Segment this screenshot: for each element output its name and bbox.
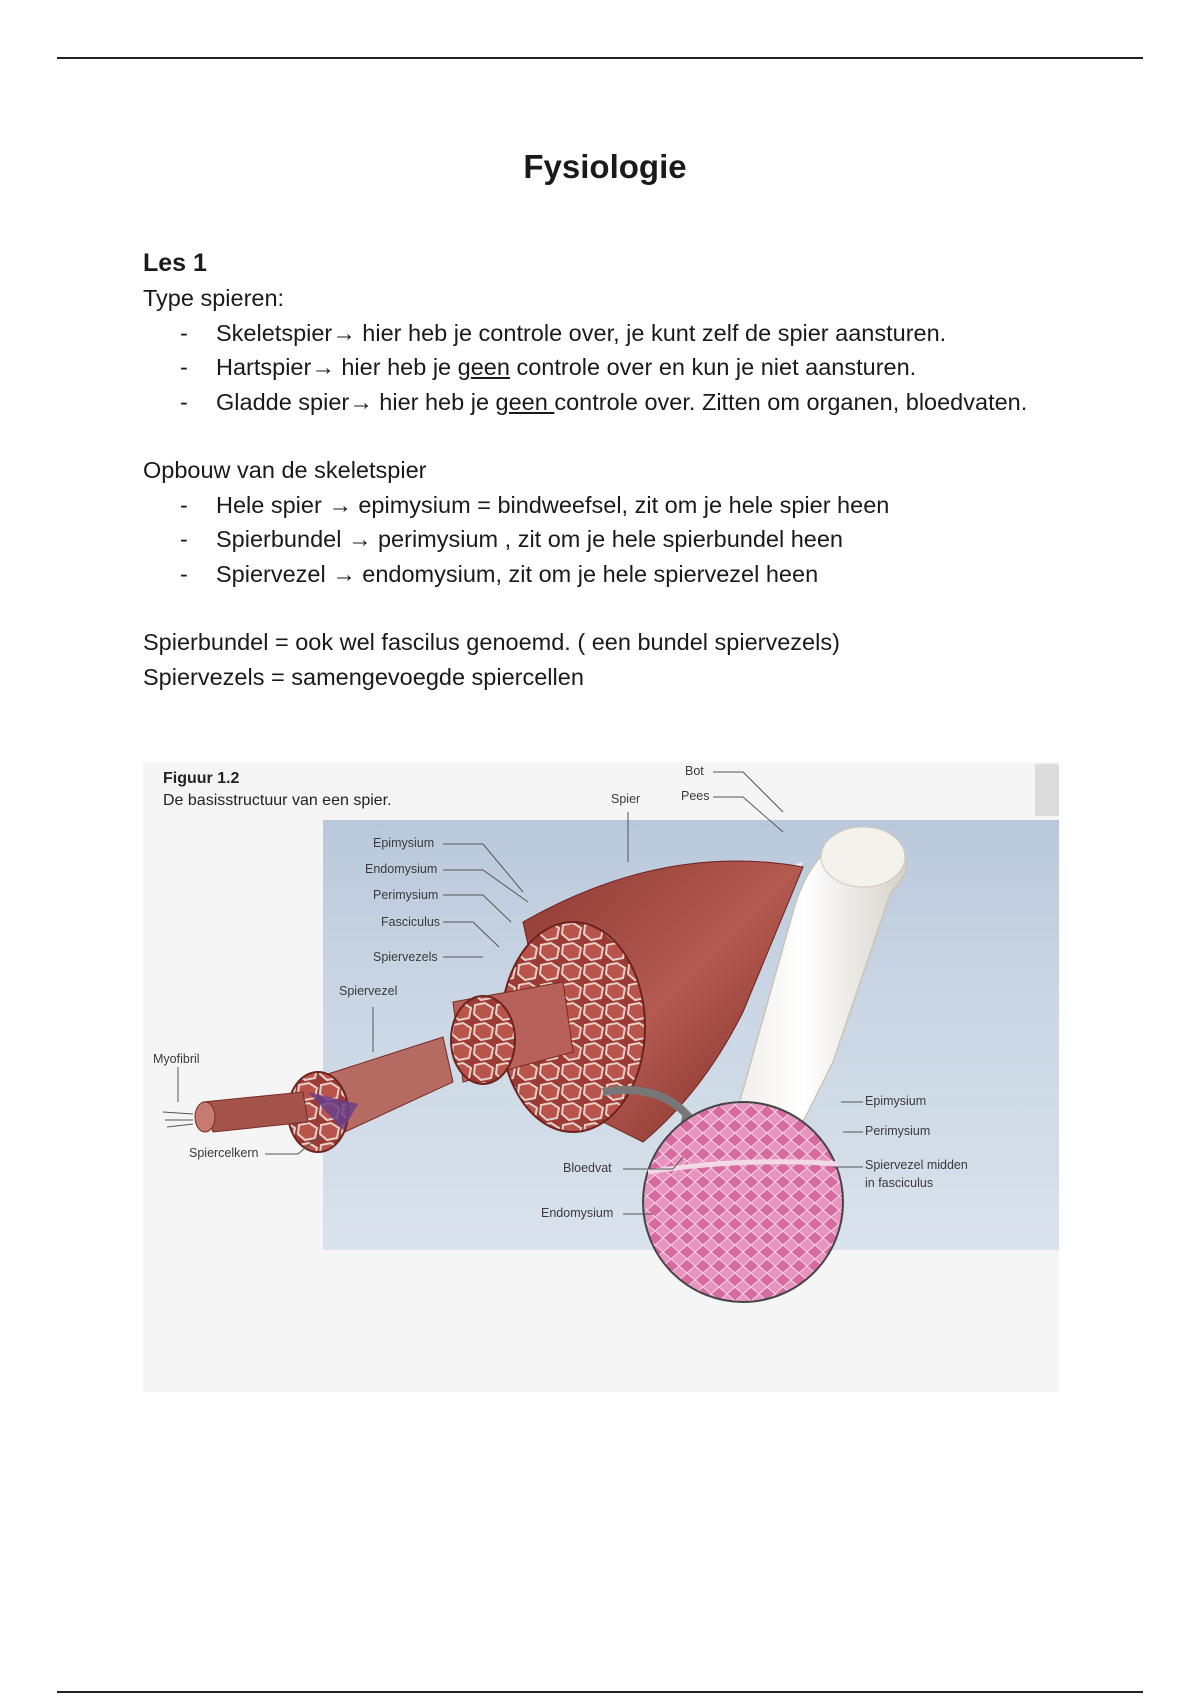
- label-perimysium: Perimysium: [373, 888, 439, 902]
- types-list: [143, 316, 1083, 420]
- label-in-fasciculus: in fasciculus: [865, 1176, 934, 1190]
- footer-rule: [57, 1691, 1143, 1693]
- types-intro: Type spieren:: [143, 285, 285, 311]
- definition-spiervezels: Spiervezels = samengevoegde spiercellen: [143, 663, 584, 690]
- definition-spierbundel: Spierbundel = ook wel fascilus genoemd. ( een bundel spiervezels): [143, 629, 840, 655]
- muscle-structure-figure: [143, 762, 1059, 1392]
- label-bot: Bot: [685, 764, 704, 778]
- list-item: - Skeletspier→ hier heb je controle over, je kunt zelf de spier aansturen.: [180, 319, 947, 346]
- label-spiervezel-midden: Spiervezel midden: [865, 1158, 968, 1172]
- page-title: Fysiologie: [523, 148, 687, 185]
- label-myofibril: Myofibril: [153, 1052, 200, 1066]
- label-endomysium-micro: Endomysium: [541, 1206, 614, 1220]
- lesson-heading: Les 1: [143, 249, 207, 277]
- label-spiervezel: Spiervezel: [339, 984, 398, 998]
- label-spier: Spier: [611, 792, 641, 806]
- label-epimysium-micro: Epimysium: [865, 1094, 927, 1108]
- label-endomysium: Endomysium: [365, 862, 438, 876]
- structure-list: [143, 488, 1083, 592]
- list-item: - Spierbundel → perimysium , zit om je hele spierbundel heen: [180, 526, 843, 552]
- label-pees: Pees: [681, 789, 710, 803]
- microscopy-circle: [643, 1102, 843, 1302]
- list-item: - Spiervezel → endomysium, zit om je hele spiervezel heen: [180, 560, 819, 587]
- label-spiervezels: Spiervezels: [373, 950, 438, 964]
- figure-caption-title: Figuur 1.2: [163, 770, 240, 787]
- list-item: - Hartspier→ hier heb je geen controle over en kun je niet aansturen.: [180, 354, 917, 380]
- figure-caption-subtitle: De basisstructuur van een spier.: [163, 792, 392, 809]
- list-item: - Gladde spier→ hier heb je geen controle over. Zitten om organen, bloedvaten.: [180, 388, 1028, 415]
- header-rule: [57, 57, 1143, 59]
- list-item: - Hele spier → epimysium = bindweefsel, zit om je hele spier heen: [180, 491, 890, 518]
- label-bloedvat: Bloedvat: [563, 1161, 612, 1175]
- document-body: [143, 245, 1083, 694]
- structure-title: Opbouw van de skeletspier: [143, 457, 427, 483]
- label-epimysium: Epimysium: [373, 836, 435, 850]
- label-fasciculus: Fasciculus: [381, 915, 441, 929]
- label-perimysium-micro: Perimysium: [865, 1124, 931, 1138]
- muscle-illustration: [143, 762, 1059, 1392]
- label-spiercelkern: Spiercelkern: [189, 1146, 259, 1160]
- fascicle-cross-section: [451, 996, 515, 1084]
